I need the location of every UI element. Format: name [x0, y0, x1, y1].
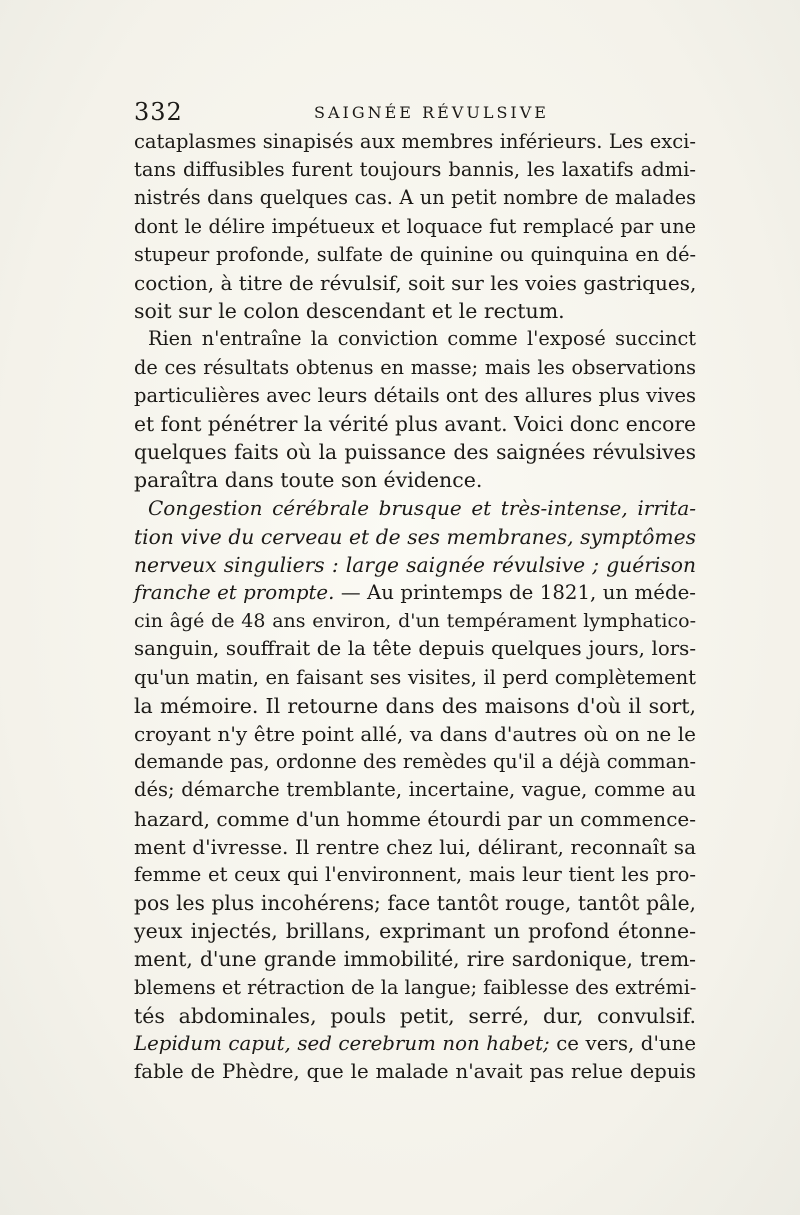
text-line: quelques faits où la puissance des saignées révulsives: [134, 440, 696, 465]
text-line: fable de Phèdre, que le malade n'avait pas relue depuis: [134, 1060, 696, 1084]
text-segment: — Au printemps de 1821, un méde-: [334, 581, 696, 604]
text-line: cin âgé de 48 ans environ, d'un tempérament lymphatico-: [134, 610, 696, 633]
text-line: Congestion cérébrale brusque et très-intense, irrita-: [148, 496, 696, 521]
body-text: [134, 128, 696, 1086]
text-line: coction, à titre de révulsif, soit sur les voies gastriques,: [134, 270, 697, 295]
text-line: hazard, comme d'un homme étourdi par un commence-: [134, 806, 696, 831]
text-line: la mémoire. Il retourne dans des maisons d'où il sort,: [134, 693, 696, 718]
page-header: [134, 98, 690, 128]
running-head: SAIGNÉE RÉVULSIVE: [314, 103, 549, 122]
text-line: [134, 1030, 696, 1058]
page-number: 332: [134, 98, 183, 126]
text-line: et font pénétrer la vérité plus avant. Voici donc encore: [134, 411, 696, 436]
text-line: cataplasmes sinapisés aux membres inférieurs. Les exci-: [134, 130, 696, 153]
text-line: femme et ceux qui l'environnent, mais leur tient les pro-: [134, 862, 696, 886]
text-line: de ces résultats obtenus en masse; mais les observations: [134, 355, 696, 379]
text-line: tans diffusibles furent toujours bannis, les laxatifs admi-: [134, 158, 696, 182]
italic-segment: Lepidum caput, sed cerebrum non habet;: [134, 1032, 550, 1055]
text-line: yeux injectés, brillans, exprimant un profond étonne-: [134, 919, 696, 944]
text-line: stupeur profonde, sulfate de quinine ou quinquina en dé-: [134, 242, 696, 266]
text-segment: ce vers, d'une: [549, 1032, 697, 1055]
text-line: croyant n'y être point allé, va dans d'autres où on ne le: [134, 721, 696, 746]
text-line: nerveux singuliers : large saignée révulsive ; guérison: [134, 552, 696, 577]
text-line: blemens et rétraction de la langue; faiblesse des extrémi-: [134, 975, 697, 999]
text-line: particulières avec leurs détails ont des allures plus vives: [134, 383, 696, 407]
text-line: dés; démarche tremblante, incertaine, vague, comme au: [134, 778, 696, 802]
text-line: [134, 579, 696, 607]
text-line: paraîtra dans toute son évidence.: [134, 468, 483, 493]
text-line: tés abdominales, pouls petit, serré, dur, convulsif.: [134, 1003, 696, 1028]
text-line: dont le délire impétueux et loquace fut remplacé par une: [134, 214, 696, 238]
text-line: sanguin, souffrait de la tête depuis quelques jours, lors-: [134, 637, 696, 661]
text-line: tion vive du cerveau et de ses membranes, symptômes: [134, 524, 696, 549]
text-line: soit sur le colon descendant et le rectum.: [134, 299, 565, 324]
text-line: ment, d'une grande immobilité, rire sardonique, trem-: [134, 947, 696, 972]
text-line: Rien n'entraîne la conviction comme l'exposé succinct: [148, 327, 696, 351]
italic-segment: franche et prompte.: [134, 581, 335, 604]
text-line: qu'un matin, en faisant ses visites, il perd complètement: [134, 665, 696, 689]
text-line: demande pas, ordonne des remèdes qu'il a déjà comman-: [134, 750, 696, 774]
text-line: nistrés dans quelques cas. A un petit nombre de malades: [134, 186, 696, 210]
text-line: ment d'ivresse. Il rentre chez lui, délirant, reconnaît sa: [134, 834, 696, 859]
text-line: pos les plus incohérens; face tantôt rouge, tantôt pâle,: [134, 891, 696, 916]
